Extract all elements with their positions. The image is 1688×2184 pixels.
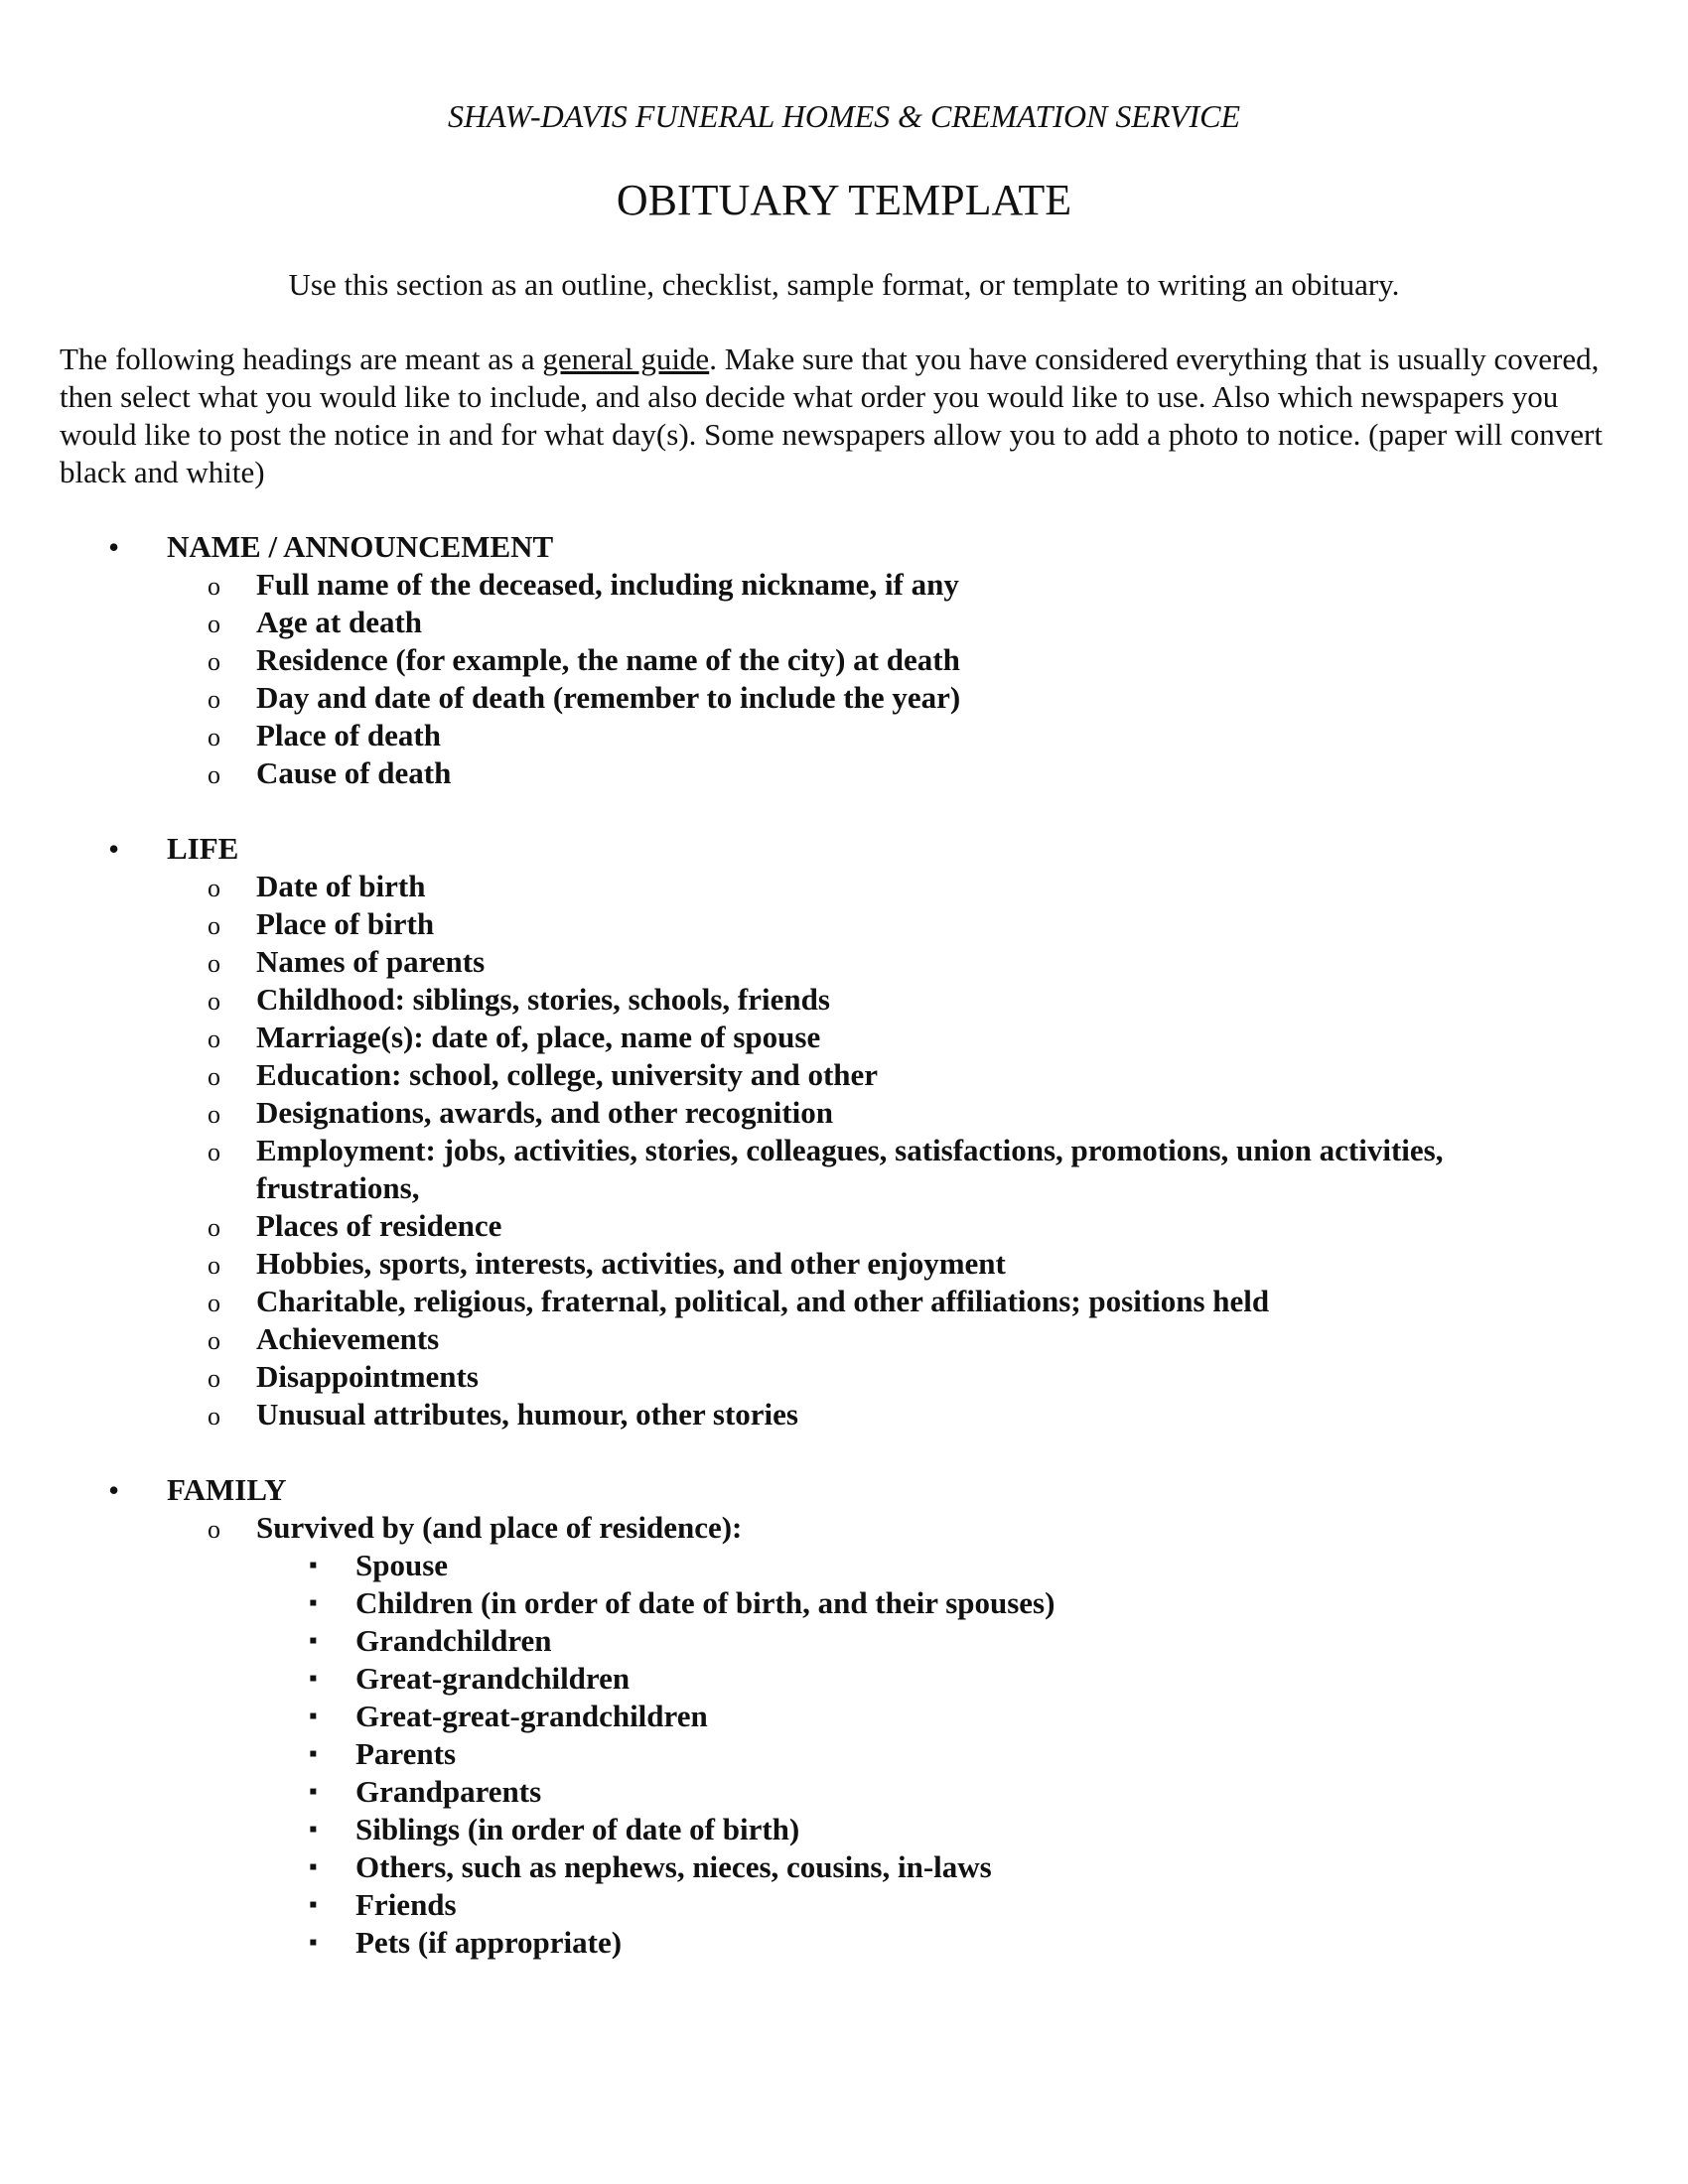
guide-text-before: The following headings are meant as a (60, 341, 543, 376)
square-bullet-icon: ▪ (309, 1779, 318, 1805)
company-header: SHAW-DAVIS FUNERAL HOMES & CREMATION SERVICE (448, 98, 1240, 134)
general-guide-link: general guide (542, 341, 710, 376)
sub-list-item (0, 1547, 1688, 1584)
list-item (0, 868, 1688, 905)
page-title: OBITUARY TEMPLATE (616, 176, 1072, 224)
list-item-text: Place of birth (256, 906, 435, 941)
circle-bullet-icon: o (208, 987, 220, 1016)
list-item (0, 1056, 1688, 1094)
sub-list-item (0, 1773, 1688, 1811)
list-item (0, 1396, 1688, 1433)
sub-list-item (0, 1924, 1688, 1962)
section-heading-row (0, 528, 1688, 566)
list-item-text: Names of parents (256, 944, 486, 979)
sub-list-item-text: Parents (355, 1736, 457, 1771)
square-bullet-icon: ▪ (309, 1892, 318, 1918)
list-item-text: Education: school, college, university and other (256, 1057, 879, 1092)
list-item-text: Place of death (256, 718, 441, 752)
circle-bullet-icon: o (208, 1364, 220, 1393)
sub-list-item (0, 1584, 1688, 1622)
list-item (0, 1358, 1688, 1396)
circle-bullet-icon: o (208, 1289, 220, 1317)
list-item-text: Date of birth (256, 869, 426, 903)
list-item (0, 1283, 1688, 1320)
list-item (0, 1509, 1688, 1547)
list-item (0, 943, 1688, 981)
circle-bullet-icon: o (208, 647, 220, 676)
section-heading: NAME / ANNOUNCEMENT (167, 529, 554, 564)
list-item (0, 1019, 1688, 1056)
section-heading: FAMILY (167, 1472, 287, 1507)
list-item (0, 1320, 1688, 1358)
list-item-text: Age at death (256, 605, 423, 639)
list-item (0, 566, 1688, 604)
circle-bullet-icon: o (208, 760, 220, 789)
circle-bullet-icon: o (208, 685, 220, 714)
sub-list-item (0, 1886, 1688, 1924)
square-bullet-icon: ▪ (309, 1817, 318, 1843)
square-bullet-icon: ▪ (309, 1854, 318, 1880)
list-item (0, 641, 1688, 679)
bullet-icon: • (108, 831, 120, 867)
list-item-text: Charitable, religious, fraternal, political, and other affiliations; positions held (256, 1284, 1270, 1318)
bullet-icon: • (108, 529, 120, 565)
section-heading-row (0, 1471, 1688, 1509)
list-item-text: Places of residence (256, 1208, 502, 1243)
list-item-text: Cause of death (256, 755, 452, 790)
list-item-text: Designations, awards, and other recognition (256, 1095, 834, 1130)
section-family (0, 1471, 1688, 1962)
square-bullet-icon: ▪ (309, 1704, 318, 1729)
section-heading: LIFE (167, 831, 239, 866)
square-bullet-icon: ▪ (309, 1666, 318, 1692)
circle-bullet-icon: o (208, 911, 220, 940)
circle-bullet-icon: o (208, 610, 220, 638)
square-bullet-icon: ▪ (309, 1930, 318, 1956)
circle-bullet-icon: o (208, 1024, 220, 1053)
list-item (0, 754, 1688, 792)
list-item-text: Day and date of death (remember to include the year) (256, 680, 961, 715)
circle-bullet-icon: o (208, 1515, 220, 1544)
sub-list-item (0, 1698, 1688, 1735)
list-item-text: Childhood: siblings, stories, schools, friends (256, 982, 830, 1017)
list-item (0, 679, 1688, 717)
sub-list-item (0, 1848, 1688, 1886)
square-bullet-icon: ▪ (309, 1741, 318, 1767)
sub-list-item-text: Friends (355, 1887, 457, 1922)
list-item-text: Employment: jobs, activities, stories, colleagues, satisfactions, promotions, union activities, frustrations, (256, 1133, 1444, 1205)
circle-bullet-icon: o (208, 1251, 220, 1280)
list-item (0, 717, 1688, 754)
circle-bullet-icon: o (208, 874, 220, 902)
bullet-icon: • (108, 1472, 120, 1508)
list-item-text: Residence (for example, the name of the city) at death (256, 642, 960, 677)
square-bullet-icon: ▪ (309, 1590, 318, 1616)
list-item-text: Hobbies, sports, interests, activities, and other enjoyment (256, 1246, 1006, 1281)
section-life (0, 830, 1688, 1433)
circle-bullet-icon: o (208, 1326, 220, 1355)
sub-list-item (0, 1622, 1688, 1660)
circle-bullet-icon: o (208, 572, 220, 601)
sub-list-item (0, 1735, 1688, 1773)
list-item-text: Unusual attributes, humour, other stories (256, 1397, 798, 1432)
list-item-text: Full name of the deceased, including nickname, if any (256, 567, 959, 602)
sub-list-item-text: Siblings (in order of date of birth) (355, 1812, 800, 1846)
circle-bullet-icon: o (208, 949, 220, 978)
list-item-text: Achievements (256, 1321, 440, 1356)
guide-text-after: . Make sure that you have considered everything that is usually covered, then select what you would like to include, and also decide what order you would like to use. Also which newspapers you would like to post the notice in and for what day(s). Some newspapers allow you to add a photo to notice. (paper will convert black and white) (60, 341, 1603, 489)
circle-bullet-icon: o (208, 1402, 220, 1431)
section-heading-row (0, 830, 1688, 868)
sub-list-item-text: Pets (if appropriate) (355, 1925, 623, 1960)
list-item-text: Marriage(s): date of, place, name of spouse (256, 1020, 821, 1054)
circle-bullet-icon: o (208, 1062, 220, 1091)
list-item (0, 604, 1688, 641)
list-item (0, 1245, 1688, 1283)
square-bullet-icon: ▪ (309, 1553, 318, 1578)
circle-bullet-icon: o (208, 1138, 220, 1166)
sub-list-item-text: Grandparents (355, 1774, 542, 1809)
sub-list-item-text: Grandchildren (355, 1623, 552, 1658)
list-item-text: Disappointments (256, 1359, 479, 1394)
list-item (0, 1207, 1688, 1245)
list-item (0, 981, 1688, 1019)
circle-bullet-icon: o (208, 723, 220, 751)
intro-text: Use this section as an outline, checklist, sample format, or template to writing an obituary. (288, 267, 1400, 302)
sub-list-item-text: Great-grandchildren (355, 1661, 631, 1696)
list-item (0, 905, 1688, 943)
sub-list-item-text: Spouse (355, 1548, 449, 1582)
sub-list-item-text: Great-great-grandchildren (355, 1699, 708, 1733)
guide-paragraph (60, 341, 1638, 491)
sub-list-item (0, 1811, 1688, 1848)
list-item (0, 1094, 1688, 1132)
sub-list-item-text: Children (in order of date of birth, and their spouses) (355, 1585, 1055, 1620)
square-bullet-icon: ▪ (309, 1628, 318, 1654)
sub-list-item (0, 1660, 1688, 1698)
survived-by-label: Survived by (and place of residence): (256, 1510, 743, 1545)
circle-bullet-icon: o (208, 1213, 220, 1242)
list-item (0, 1132, 1688, 1207)
section-announcement (0, 528, 1688, 792)
circle-bullet-icon: o (208, 1100, 220, 1129)
sub-list-item-text: Others, such as nephews, nieces, cousins, in-laws (355, 1849, 992, 1884)
